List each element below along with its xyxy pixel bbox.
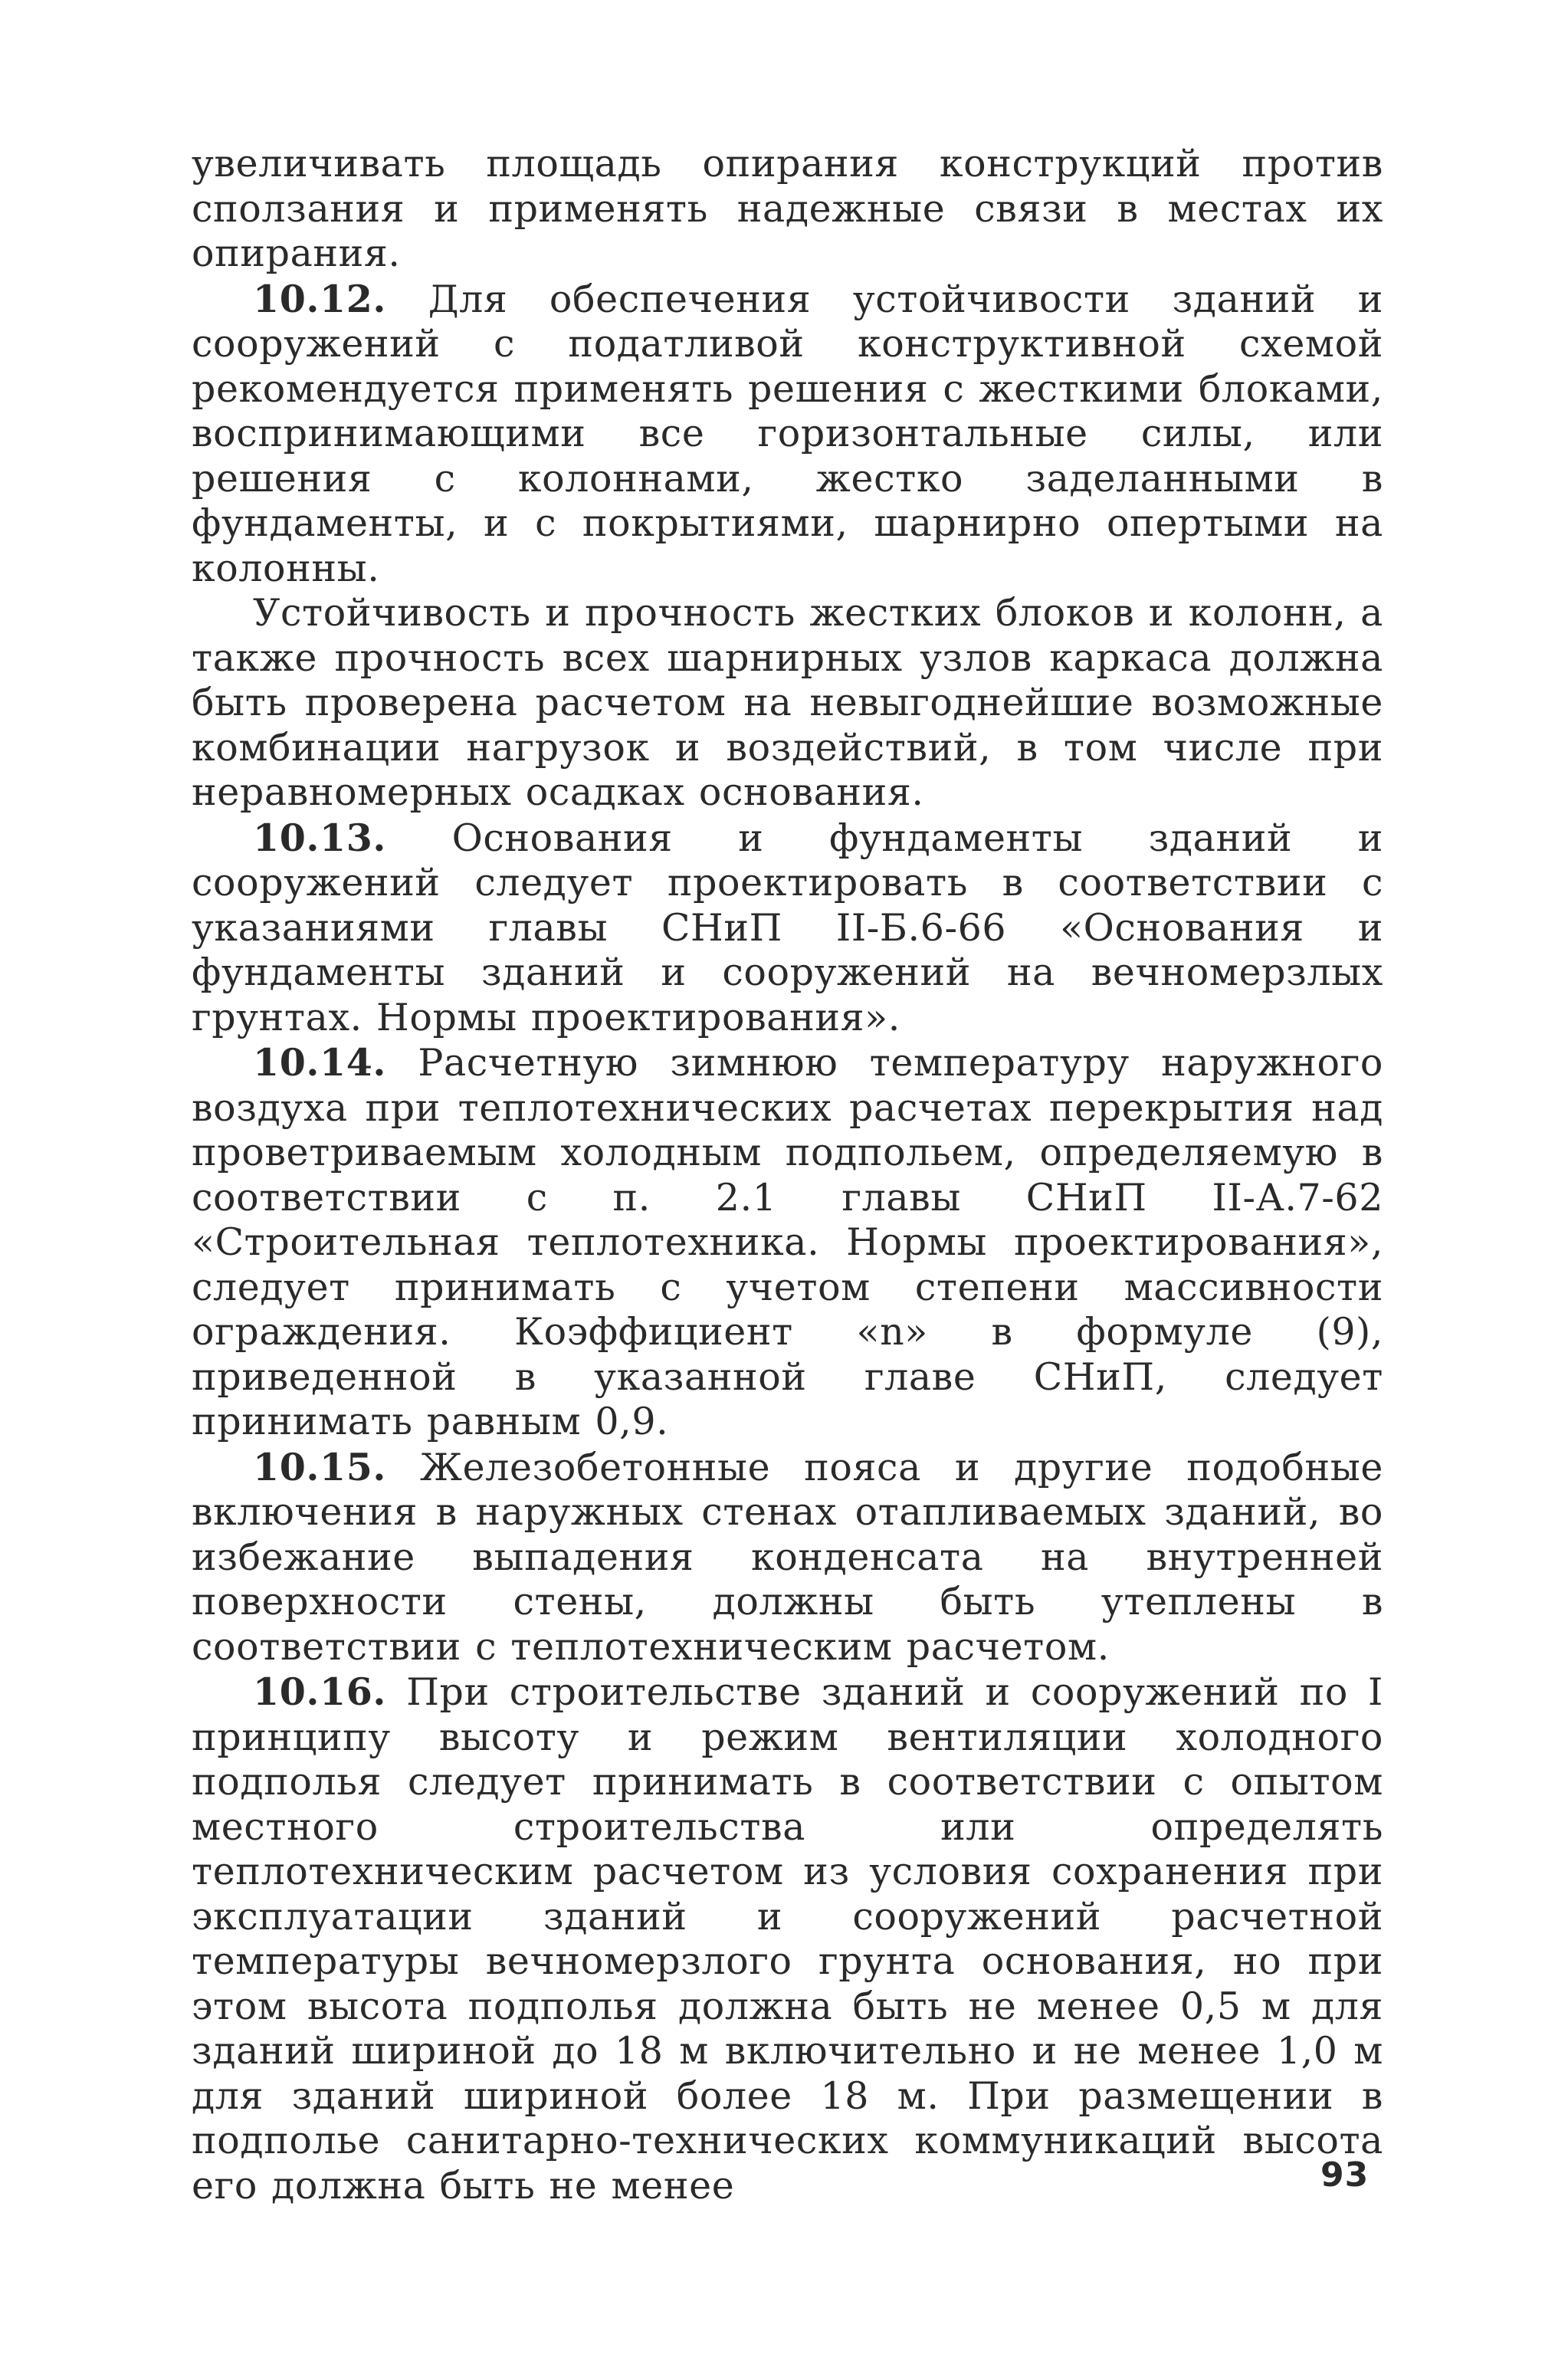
clause-number: 10.13. bbox=[253, 815, 387, 860]
paragraph-10-13 bbox=[192, 816, 1383, 1041]
paragraph-text: При строительстве зданий и сооружений по I принципу высоту и режим вентиляции холодного подполья следует принимать в соответствии с опытом местного строительства или определять теплотехническим расчетом из условия сохранения при эксплуатации зданий и сооружений расчетной температуры вечномерзлого грунта основания, но при этом высота подполья должна быть не менее 0,5 м для зданий шириной до 18 м включительно и не менее 1,0 м для зданий шириной более 18 м. При размещении в подполье санитарно-технических коммуникаций высота его должна быть не менее bbox=[192, 1670, 1384, 2208]
page-number: 93 bbox=[1320, 2155, 1370, 2195]
paragraph-text: Железобетонные пояса и другие подобные включения в наружных стенах отапливаемых зданий, во избежание выпадения конденсата на внутренней поверхности стены, должны быть утеплены в соответствии с теплотехническим расчетом. bbox=[192, 1445, 1383, 1669]
paragraph-10-16 bbox=[192, 1669, 1383, 2208]
paragraph-stability bbox=[192, 591, 1383, 816]
paragraph-10-12 bbox=[192, 277, 1383, 592]
paragraph-text: Основания и фундаменты зданий и сооружений следует проектировать в соответствии с указаниями главы СНиП II-Б.6-66 «Основания и фундаменты зданий и сооружений на вечномерзлых грунтах. Нормы проектирования». bbox=[192, 816, 1383, 1039]
paragraph-10-14 bbox=[192, 1040, 1383, 1445]
paragraph-text: увеличивать площадь опирания конструкций против сползания и применять надежные связи в местах их опирания. bbox=[192, 142, 1383, 275]
page-body bbox=[192, 142, 1383, 2208]
paragraph-10-15 bbox=[192, 1445, 1383, 1670]
clause-number: 10.12. bbox=[253, 276, 387, 321]
paragraph-continuation bbox=[192, 142, 1383, 277]
paragraph-text: Расчетную зимнюю температуру наружного воздуха при теплотехнических расчетах перекрытия над проветриваемым холодным подпольем, определяемую в соответствии с п. 2.1 главы СНиП II-А.7-62 «Строительная теплотехника. Нормы проектирования», следует принимать с учетом степени массивности ограждения. Коэффициент «n» в формуле (9), приведенной в указанной главе СНиП, следует принимать равным 0,9. bbox=[192, 1041, 1383, 1443]
clause-number: 10.16. bbox=[253, 1669, 387, 1714]
paragraph-text: Устойчивость и прочность жестких блоков и колонн, а также прочность всех шарнирных узлов каркаса должна быть проверена расчетом на невыгоднейшие возможные комбинации нагрузок и воздействий, в том числе при неравномерных осадках основания. bbox=[192, 591, 1383, 814]
clause-number: 10.14. bbox=[253, 1040, 387, 1085]
clause-number: 10.15. bbox=[253, 1444, 387, 1489]
paragraph-text: Для обеспечения устойчивости зданий и сооружений с податливой конструктивной схемой рекомендуется применять решения с жесткими блоками, воспринимающими все горизонтальные силы, или решения с колоннами, жестко заделанными в фундаменты, и с покрытиями, шарнирно опертыми на колонны. bbox=[192, 277, 1383, 590]
